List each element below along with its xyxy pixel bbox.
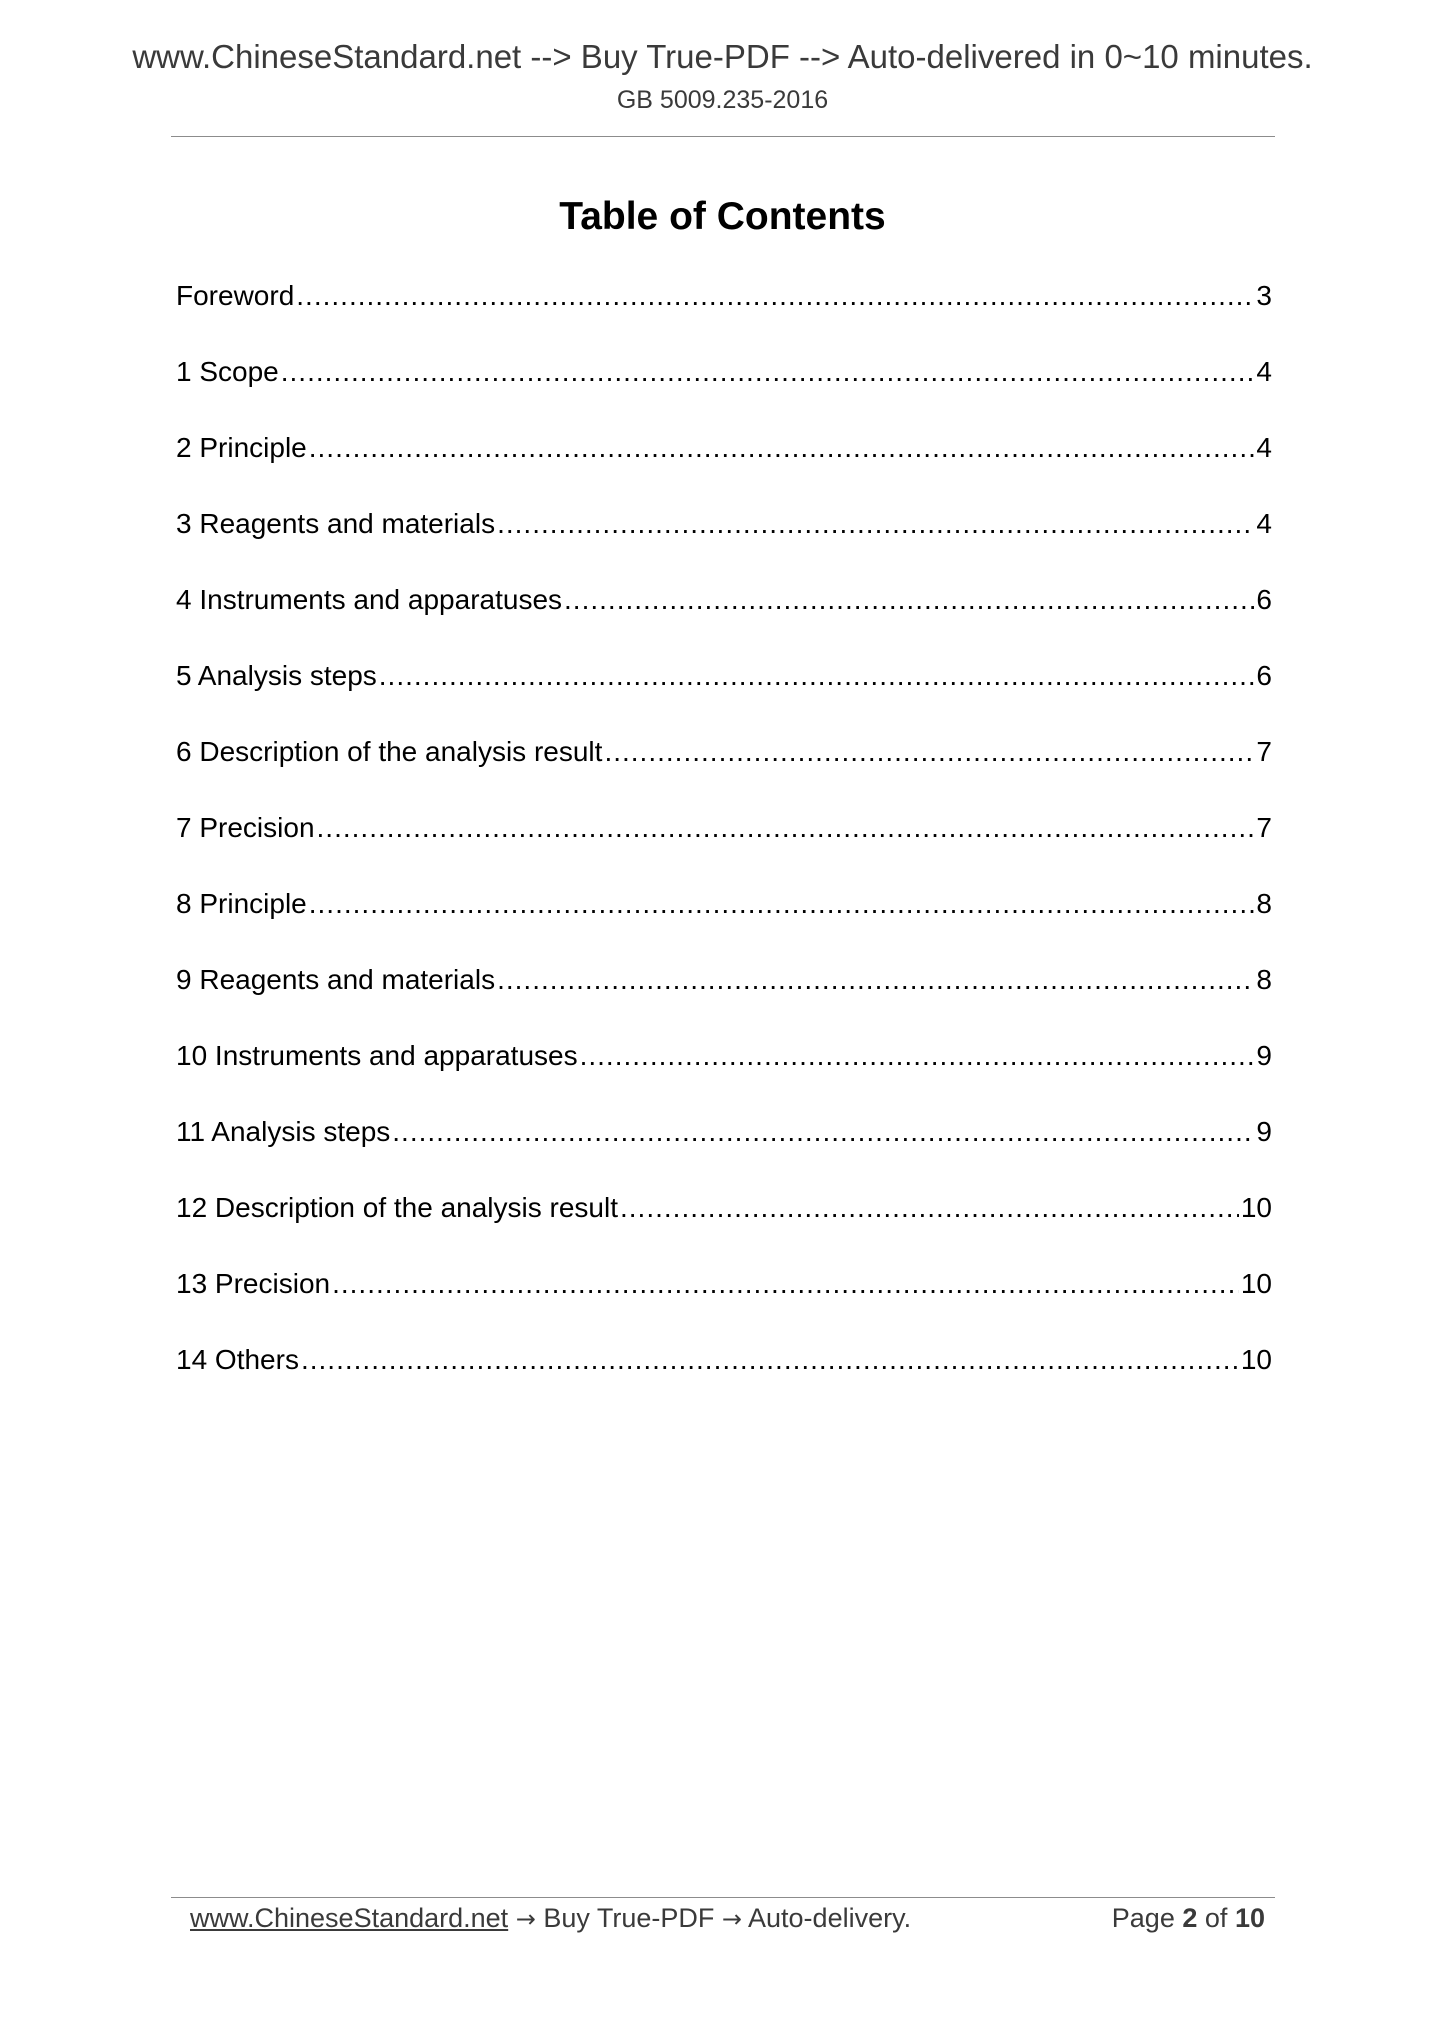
arrow-right-icon: → — [721, 1905, 742, 1933]
toc-entry-analysis-steps[interactable] — [176, 652, 1272, 728]
table-of-contents — [176, 272, 1272, 1412]
footer-delivery-text: Auto-delivery. — [748, 1903, 912, 1933]
page-number — [1112, 1903, 1265, 1934]
of-word: of — [1204, 1903, 1228, 1933]
toc-dot-leader — [317, 804, 1255, 852]
toc-dot-leader — [281, 348, 1255, 396]
toc-entry-page: 4 — [1256, 356, 1272, 387]
toc-dot-leader — [580, 1032, 1255, 1080]
header-divider — [171, 136, 1275, 137]
toc-entry-label: 13 Precision — [176, 1268, 331, 1299]
toc-entry-principle-2[interactable] — [176, 880, 1272, 956]
toc-entry-label: 4 Instruments and apparatuses — [176, 584, 563, 615]
toc-dot-leader — [392, 1108, 1254, 1156]
page-footer — [190, 1903, 1265, 1934]
toc-entry-label: 11 Analysis steps — [176, 1116, 391, 1147]
toc-entry-label: 12 Description of the analysis result — [176, 1192, 618, 1223]
page-title: Table of Contents — [559, 195, 886, 238]
document-code: GB 5009.235-2016 — [616, 86, 829, 114]
toc-entry-others[interactable] — [176, 1336, 1272, 1412]
toc-entry-page: 4 — [1256, 508, 1272, 539]
toc-dot-leader — [564, 576, 1254, 624]
toc-entry-label: 1 Scope — [176, 356, 279, 387]
toc-entry-instruments[interactable] — [176, 576, 1272, 652]
toc-dot-leader — [604, 728, 1254, 776]
toc-entry-instruments-2[interactable] — [176, 1032, 1272, 1108]
arrow-right-icon: → — [515, 1905, 536, 1933]
toc-dot-leader — [301, 1336, 1239, 1384]
toc-entry-label: 6 Description of the analysis result — [176, 736, 603, 767]
toc-entry-principle[interactable] — [176, 424, 1272, 500]
toc-entry-page: 9 — [1256, 1116, 1272, 1147]
toc-entry-page: 6 — [1256, 584, 1272, 615]
toc-entry-analysis-steps-2[interactable] — [176, 1108, 1272, 1184]
toc-entry-label: 3 Reagents and materials — [176, 508, 496, 539]
footer-promo — [190, 1903, 911, 1934]
toc-entry-label: 8 Principle — [176, 888, 307, 919]
toc-dot-leader — [309, 424, 1255, 472]
toc-entry-page: 6 — [1256, 660, 1272, 691]
toc-entry-page: 4 — [1256, 432, 1272, 463]
toc-entry-page: 10 — [1240, 1192, 1272, 1223]
site-link[interactable]: www.ChineseStandard.net — [190, 1903, 509, 1933]
toc-dot-leader — [497, 956, 1254, 1004]
toc-entry-reagents-and-materials-2[interactable] — [176, 956, 1272, 1032]
toc-entry-precision[interactable] — [176, 804, 1272, 880]
toc-entry-page: 7 — [1256, 812, 1272, 843]
toc-entry-page: 3 — [1256, 280, 1272, 311]
toc-entry-reagents-and-materials[interactable] — [176, 500, 1272, 576]
toc-entry-label: 10 Instruments and apparatuses — [176, 1040, 578, 1071]
total-pages-number: 10 — [1234, 1903, 1265, 1933]
toc-dot-leader — [379, 652, 1255, 700]
toc-entry-label: 9 Reagents and materials — [176, 964, 496, 995]
toc-entry-label: 7 Precision — [176, 812, 315, 843]
toc-dot-leader — [620, 1184, 1239, 1232]
toc-entry-precision-2[interactable] — [176, 1260, 1272, 1336]
site-banner: www.ChineseStandard.net --> Buy True-PDF --> Auto-delivered in 0~10 minutes. — [132, 38, 1313, 75]
page-word: Page — [1111, 1903, 1175, 1933]
toc-entry-label: 14 Others — [176, 1344, 299, 1375]
toc-entry-page: 8 — [1256, 964, 1272, 995]
toc-entry-analysis-result[interactable] — [176, 728, 1272, 804]
toc-dot-leader — [296, 272, 1254, 320]
toc-dot-leader — [309, 880, 1255, 928]
toc-entry-page: 9 — [1256, 1040, 1272, 1071]
toc-entry-analysis-result-2[interactable] — [176, 1184, 1272, 1260]
toc-entry-page: 7 — [1256, 736, 1272, 767]
footer-divider — [171, 1897, 1275, 1898]
footer-buy-text: Buy True-PDF — [543, 1903, 715, 1933]
toc-entry-label: 5 Analysis steps — [176, 660, 377, 691]
toc-entry-foreword[interactable] — [176, 272, 1272, 348]
toc-entry-page: 10 — [1240, 1344, 1272, 1375]
toc-dot-leader — [332, 1260, 1239, 1308]
toc-dot-leader — [497, 500, 1254, 548]
current-page-number: 2 — [1182, 1903, 1198, 1933]
toc-entry-label: Foreword — [176, 280, 295, 311]
toc-entry-label: 2 Principle — [176, 432, 307, 463]
toc-entry-page: 10 — [1240, 1268, 1272, 1299]
toc-entry-page: 8 — [1256, 888, 1272, 919]
toc-entry-scope[interactable] — [176, 348, 1272, 424]
